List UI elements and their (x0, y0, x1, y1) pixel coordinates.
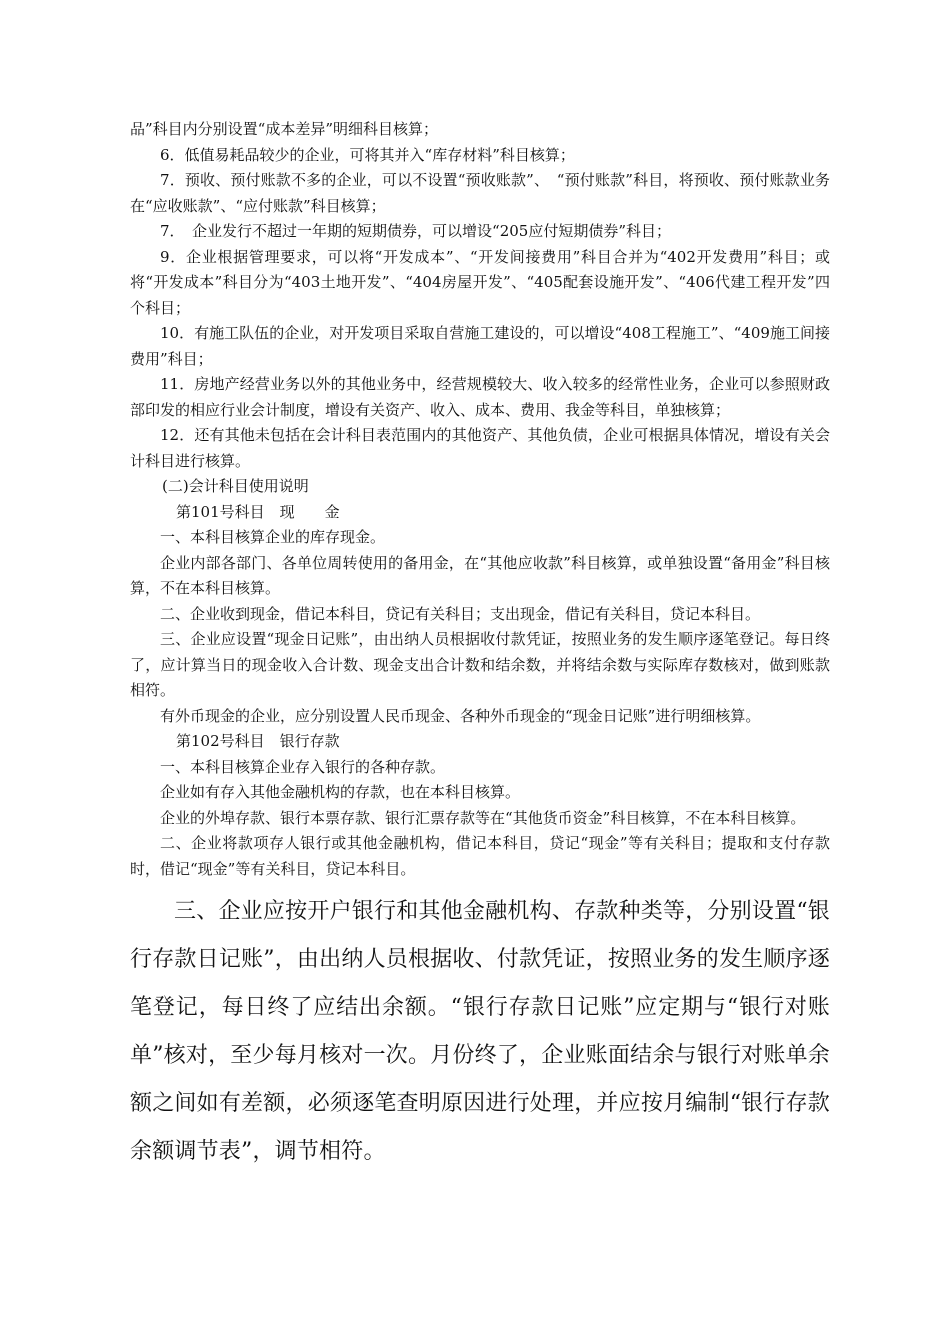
paragraph-102-1: 一、本科目核算企业存入银行的各种存款。 (160, 757, 446, 776)
paragraph-item-7: 7．预收、预付账款不多的企业，可以不设置“预收账款”、 “预付账款”科目，将预收、预付账款业务在“应收账款”、“应付账款”科目核算； (130, 171, 830, 215)
paragraph-102-other: 企业如有存入其他金融机构的存款，也在本科目核算。 (160, 783, 521, 801)
paragraph-item-10: 10．有施工队伍的企业，对开发项目采取自营施工建设的，可以增设“408工程施工”、“409施工间接费用”科目； (130, 324, 830, 368)
account-heading-102: 第102号科目 银行存款 (176, 732, 340, 750)
paragraph-item-9: 9．企业根据管理要求，可以将“开发成本”、“开发间接费用”科目合并为“402开发费用”科目；或将“开发成本”科目分为“403土地开发”、“404房屋开发”、“405配套设施开发”、“406代建工程开发”四个科目； (130, 247, 830, 317)
paragraph-101-2: 二、企业收到现金，借记本科目，贷记有关科目；支出现金，借记有关科目，贷记本科目。 (160, 604, 761, 623)
paragraph-102-2: 二、企业将款项存人银行或其他金融机构，借记本科目，贷记“现金”等有关科目；提取和支付存款时，借记“现金”等有关科目，贷记本科目。 (130, 834, 830, 878)
body-text (130, 117, 830, 882)
account-heading-101: 第101号科目 现 金 (176, 502, 340, 521)
paragraph-item-6: 6．低值易耗品较少的企业，可将其并入“库存材料”科目核算； (160, 145, 575, 164)
paragraph-item-11: 11．房地产经营业务以外的其他业务中，经营规模较大、收入较多的经常性业务，企业可以参照财政部印发的相应行业会计制度，增设有关资产、收入、成本、费用、我金等科目，单独核算； (130, 375, 830, 419)
large-text-block (130, 888, 830, 1176)
section-heading: (二)会计科目使用说明 (162, 477, 309, 495)
document-page (130, 117, 830, 1176)
paragraph-101-foreign: 有外币现金的企业，应分别设置人民币现金、各种外币现金的“现金日记账”进行明细核算。 (160, 706, 761, 725)
paragraph-101-3: 三、企业应设置“现金日记账”，由出纳人员根据收付款凭证，按照业务的发生顺序逐笔登记。每日终了，应计算当日的现金收入合计数、现金支出合计数和结余数，并将结余数与实际库存数核对，做到账款相符。 (130, 630, 830, 699)
paragraph-101-note: 企业内部各部门、各单位周转使用的备用金，在“其他应收款”科目核算，或单独设置“备用金”科目核算，不在本科目核算。 (130, 553, 830, 597)
paragraph-102-external: 企业的外埠存款、银行本票存款、银行汇票存款等在“其他货币资金”科目核算，不在本科目核算。 (160, 808, 806, 827)
paragraph-item-7b: 7． 企业发行不超过一年期的短期债券，可以增设“205应付短期债券”科目； (160, 222, 672, 240)
paragraph-102-3: 三、企业应按开户银行和其他金融机构、存款种类等，分别设置“银行存款日记账”，由出纳人员根据收、付款凭证，按照业务的发生顺序逐笔登记，每日终了应结出余额。“银行存款日记账”应定期与“银行对账单”核对，至少每月核对一次。月份终了，企业账面结余与银行对账单余额之间如有差额，必须逐笔查明原因进行处理，并应按月编制“银行存款余额调节表”，调节相符。 (130, 899, 830, 1164)
paragraph-item-12: 12．还有其他未包括在会计科目表范围内的其他资产、其他负债，企业可根据具体情况，增设有关会计科目进行核算。 (130, 426, 830, 470)
paragraph-101-1: 一、本科目核算企业的库存现金。 (160, 528, 386, 546)
paragraph-continuation: 品”科目内分别设置“成本差异”明细科目核算； (130, 120, 439, 138)
